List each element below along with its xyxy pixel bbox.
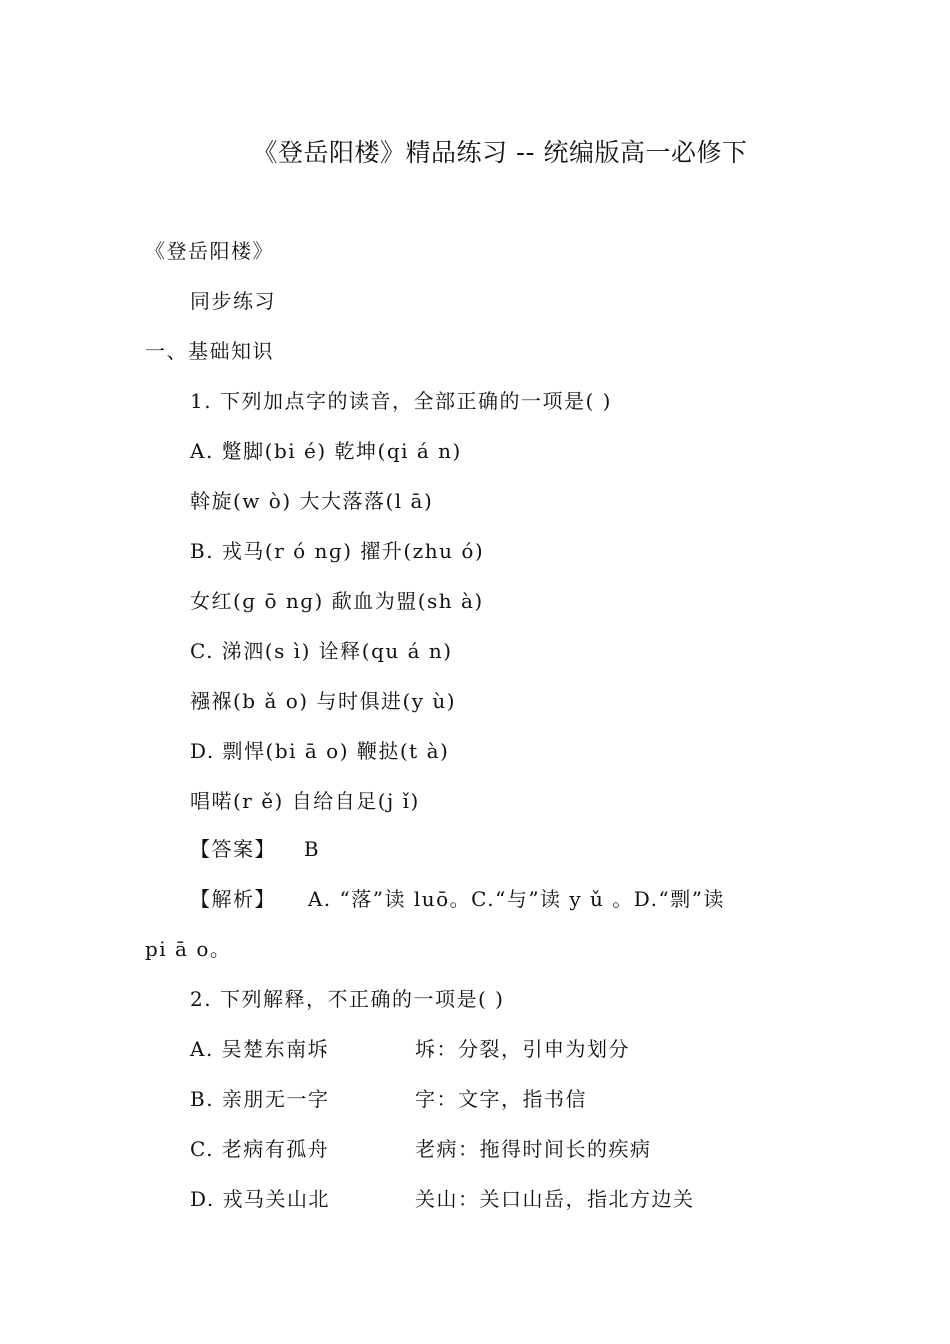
option-label: B. 亲朋无一字	[190, 1087, 330, 1111]
question-1-option-a-line1: A. 蹩脚(bi é) 乾坤(qi á n)	[190, 439, 462, 463]
document-title: 《登岳阳楼》精品练习 -- 统编版高一必修下	[252, 138, 748, 167]
question-2-stem: 2. 下列解释，不正确的一项是( )	[190, 987, 505, 1011]
question-1-option-c-line1: C. 涕泗(s ì) 诠释(qu á n)	[190, 639, 453, 663]
question-1-option-b-line1: B. 戎马(r ó nɡ) 擢升(zhu ó)	[190, 539, 485, 563]
question-2-option-b	[190, 1085, 587, 1113]
question-2-option-d	[190, 1185, 695, 1213]
option-explanation: 老病：拖得时间长的疾病	[415, 1137, 652, 1161]
question-1-option-b-line2: 女红(ɡ ō nɡ) 歃血为盟(sh à)	[190, 589, 484, 613]
option-label: A. 吴楚东南坼	[190, 1037, 330, 1061]
option-explanation: 关山：关口山岳，指北方边关	[415, 1187, 695, 1211]
answer-label: 【答案】	[190, 837, 276, 861]
question-1-option-d-line1: D. 剽悍(bi ā o) 鞭挞(t à)	[190, 739, 450, 763]
question-2-option-a	[190, 1035, 630, 1063]
analysis-label: 【解析】	[190, 887, 276, 911]
sub-heading: 同步练习	[190, 289, 276, 313]
analysis-row	[190, 885, 725, 913]
analysis-text: A. “落”读 luō。C.“与”读 y ǔ 。D.“剽”读	[307, 887, 725, 911]
question-1-stem: 1. 下列加点字的读音，全部正确的一项是( )	[190, 389, 612, 413]
option-label: D. 戎马关山北	[190, 1187, 331, 1211]
poem-heading: 《登岳阳楼》	[145, 239, 274, 263]
question-1-option-c-line2: 襁褓(b ǎ o) 与时俱进(y ù)	[190, 689, 457, 713]
option-explanation: 坼：分裂，引申为划分	[415, 1037, 630, 1061]
option-label: C. 老病有孤舟	[190, 1137, 330, 1161]
question-1-option-a-line2: 斡旋(w ò) 大大落落(l ā)	[190, 489, 434, 513]
option-explanation: 字：文字，指书信	[415, 1087, 587, 1111]
answer-value: B	[303, 837, 321, 861]
answer-row	[190, 835, 320, 863]
question-2-option-c	[190, 1135, 652, 1163]
analysis-text-continued: pi ā o。	[145, 937, 232, 961]
section-heading: 一、基础知识	[145, 339, 274, 363]
question-1-option-d-line2: 唱喏(r ě) 自给自足(j ǐ)	[190, 789, 420, 813]
